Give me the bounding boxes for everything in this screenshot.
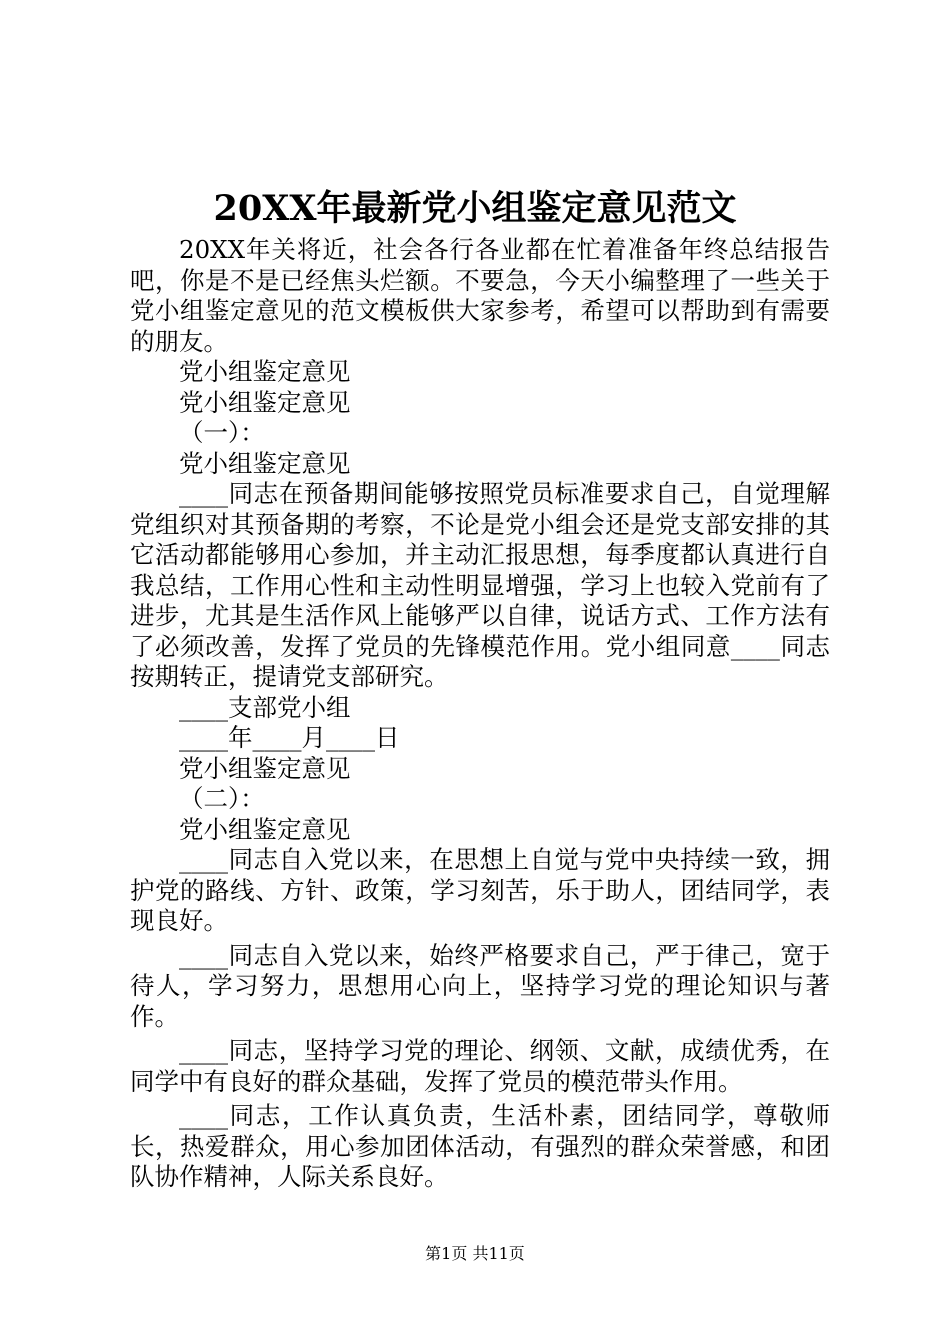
heading-line: 党小组鉴定意见 — [179, 814, 351, 844]
body-paragraph: ____同志，工作认真负责，生活朴素，团结同学，尊敬师长，热爱群众，用心参加团体活动，有强烈的群众荣誉感，和团队协作精神，人际关系良好。 — [130, 1101, 830, 1191]
heading-line: 党小组鉴定意见 — [179, 448, 351, 478]
body-paragraph: ____同志，坚持学习党的理论、纲领、文献，成绩优秀，在同学中有良好的群众基础，发挥了党员的模范带头作用。 — [130, 1036, 830, 1096]
body-paragraph: ____同志自入党以来，在思想上自觉与党中央持续一致，拥护党的路线、方针、政策，学习刻苦，乐于助人，团结同学，表现良好。 — [130, 845, 830, 935]
heading-line: 党小组鉴定意见 — [179, 387, 351, 417]
date-line: ____年____月____日 — [179, 723, 400, 752]
document-title: 20XX年最新党小组鉴定意见范文 — [213, 188, 737, 229]
body-paragraph: ____同志在预备期间能够按照党员标准要求自己，自觉理解党组织对其预备期的考察，不论是党小组会还是党支部安排的其它活动都能够用心参加，并主动汇报思想，每季度都认真进行自我总结，工作用心性和主动性明显增强，学习上也较入党前有了进步，尤其是生活作风上能够严以自律，说话方式、工作方法有了必须改善，发挥了党员的先锋模范作用。党小组同意____同志按期转正，提请党支部研究。 — [130, 479, 830, 691]
signature-line: ____支部党小组 — [179, 692, 351, 722]
page-footer: 第1页 共11页 — [425, 1244, 525, 1263]
section-number: （一）： — [179, 418, 265, 447]
heading-line: 党小组鉴定意见 — [179, 753, 351, 783]
document-body — [130, 235, 830, 1193]
intro-paragraph: 20XX年关将近，社会各行各业都在忙着准备年终总结报告吧，你是不是已经焦头烂额。不要急，今天小编整理了一些关于党小组鉴定意见的范文模板供大家参考，希望可以帮助到有需要的朋友。 — [130, 235, 830, 356]
body-paragraph: ____同志自入党以来，始终严格要求自己，严于律己，宽于待人，学习努力，思想用心向上，坚持学习党的理论知识与著作。 — [130, 940, 830, 1031]
section-number: （二）： — [179, 784, 265, 813]
heading-line: 党小组鉴定意见 — [179, 357, 351, 386]
